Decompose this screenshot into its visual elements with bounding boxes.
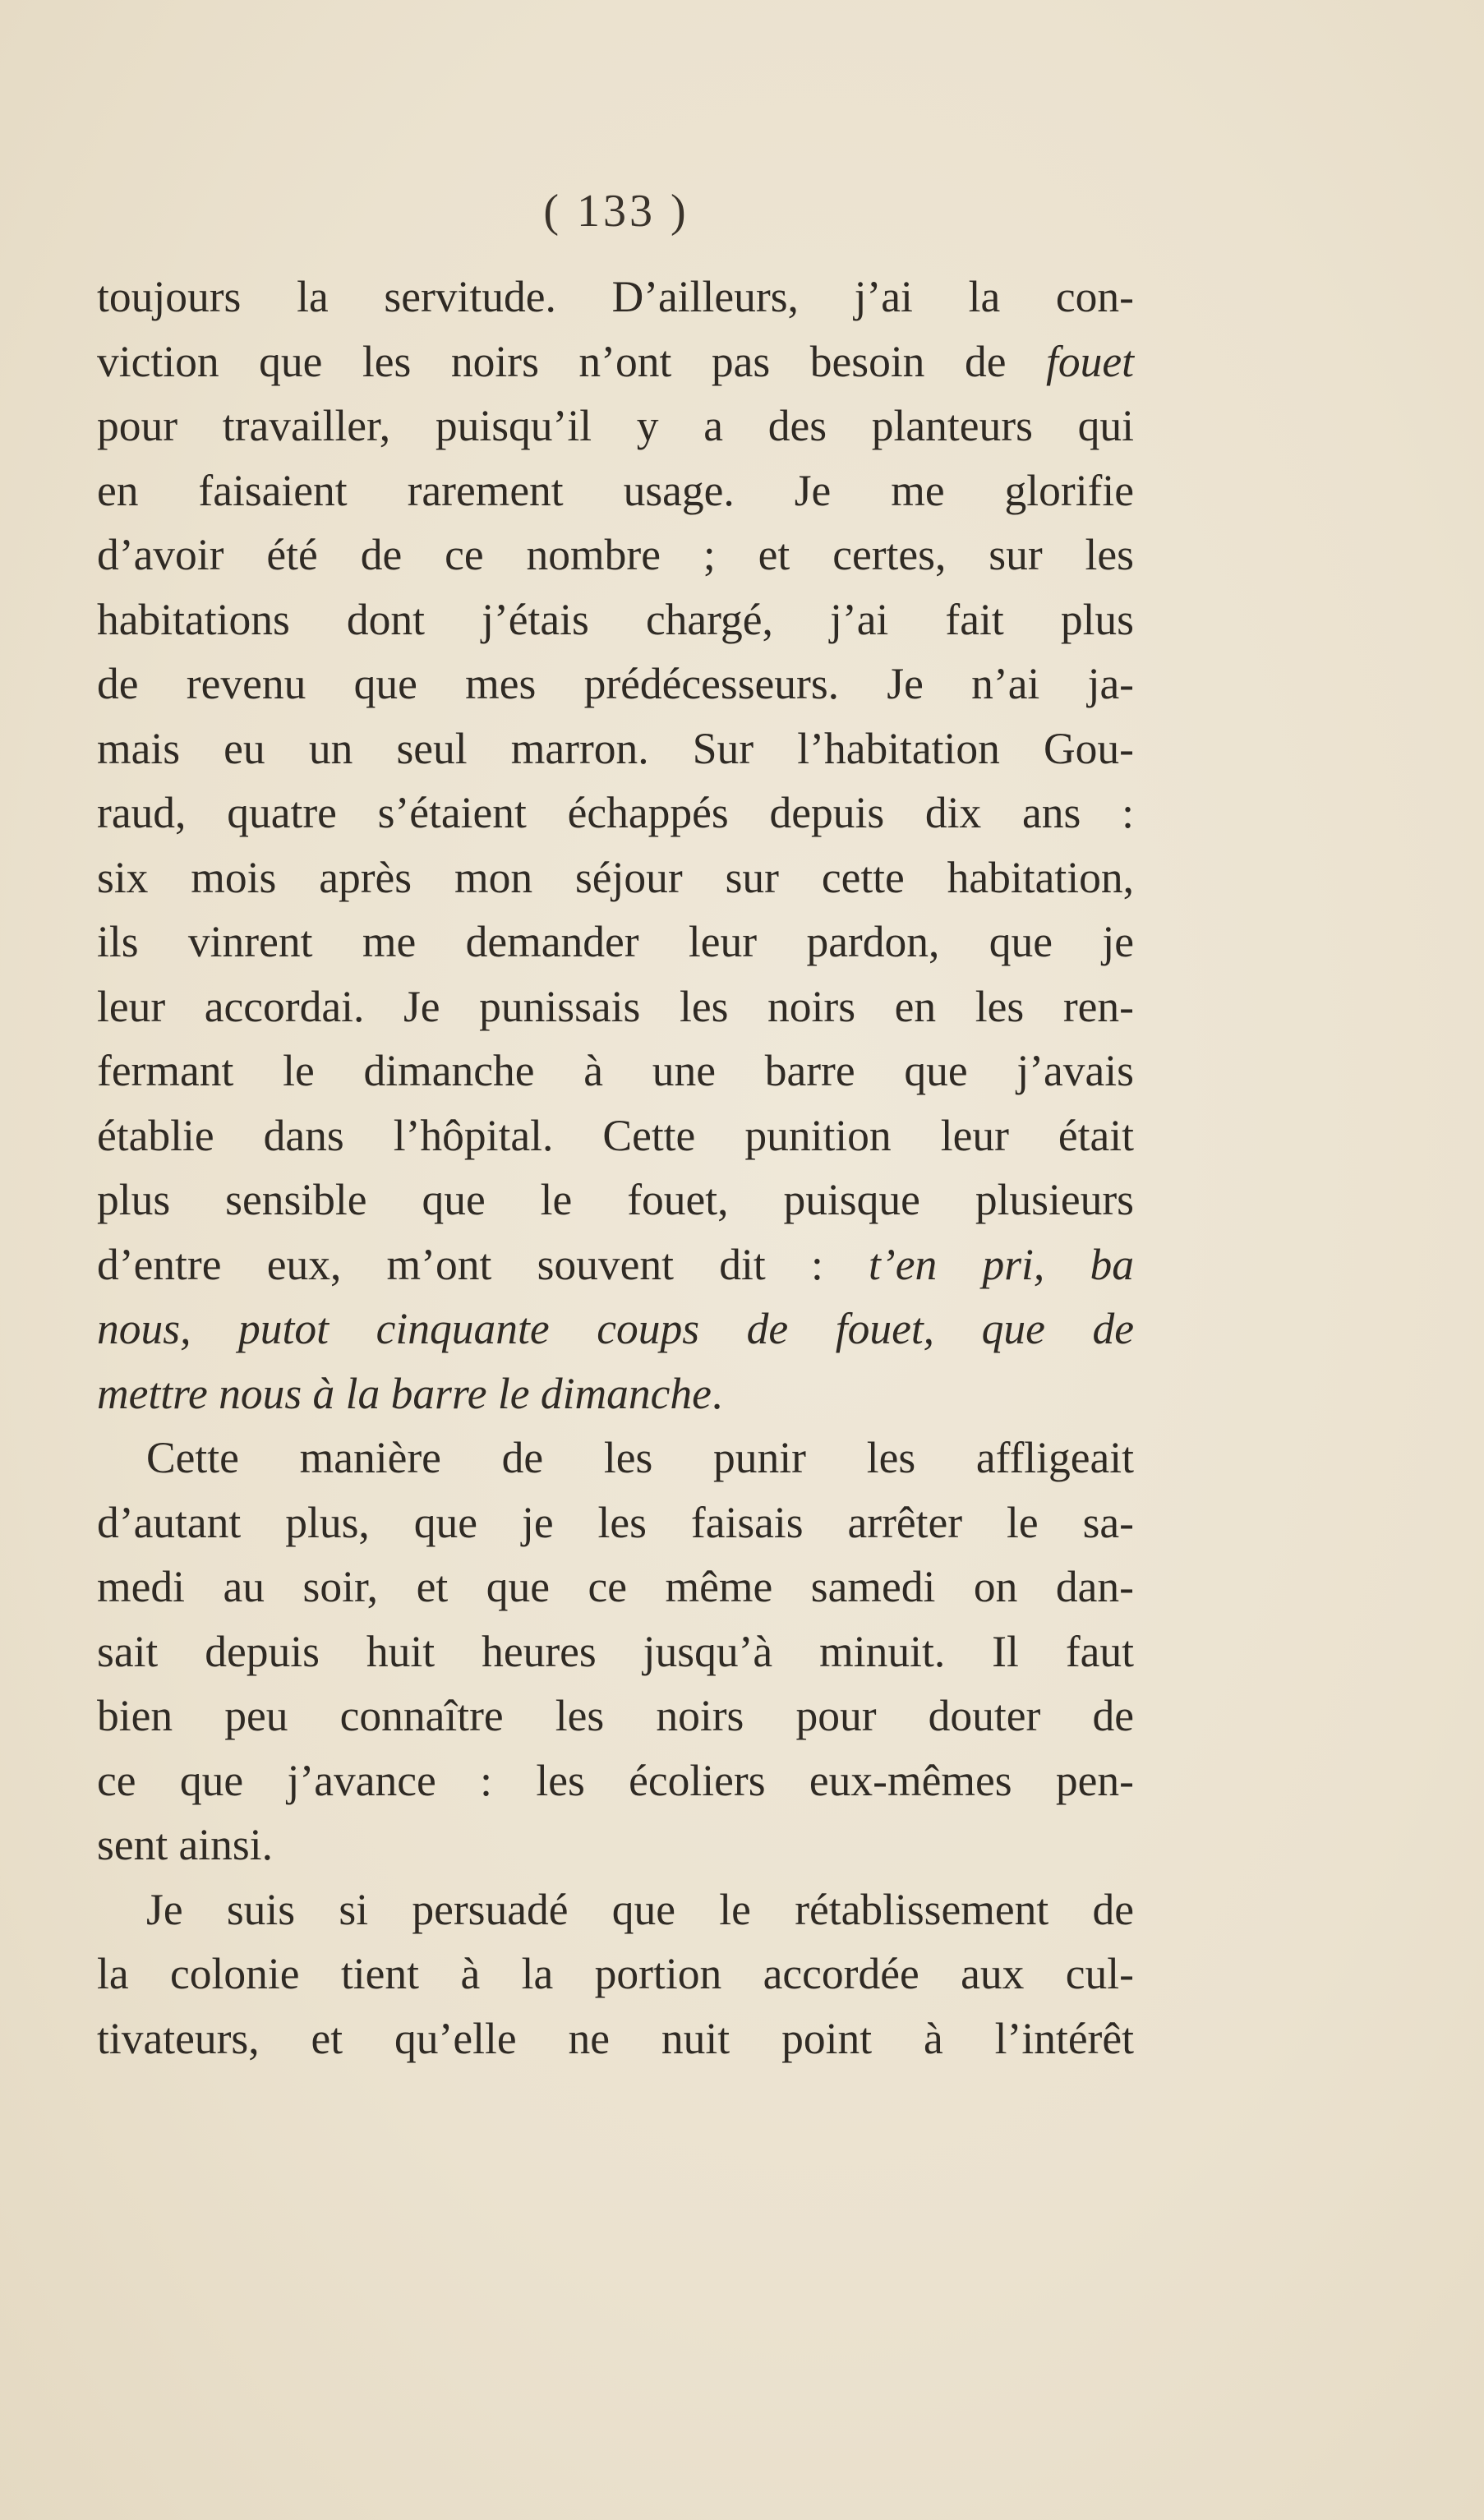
text-line: d’avoir été de ce nombre ; et certes, sur les [97,530,1134,579]
text-line: medi au soir, et que ce même samedi on dan- [97,1562,1134,1611]
text-line: mais eu un seul marron. Sur l’habitation Gou- [97,723,1134,773]
text-line: Je suis si persuadé que le rétablissement de [146,1884,1134,1934]
body-text [97,265,1134,2071]
text-line: ils vinrent me demander leur pardon, que je [97,917,1134,966]
text-line: viction que les noirs n’ont pas besoin de fouet [97,336,1134,386]
text-line: en faisaient rarement usage. Je me glorifie [97,465,1134,515]
text-line: d’autant plus, que je les faisais arrêter le sa- [97,1497,1134,1547]
text-line: habitations dont j’étais chargé, j’ai fait plus [97,594,1134,644]
text-line: fermant le dimanche à une barre que j’avais [97,1046,1134,1095]
text-line: nous, putot cinquante coups de fouet, que de [97,1304,1134,1353]
text-line: établie dans l’hôpital. Cette punition leur était [97,1110,1134,1160]
text-line: tivateurs, et qu’elle ne nuit point à l’intérêt [97,2013,1134,2063]
text-line: d’entre eux, m’ont souvent dit : t’en pri, ba [97,1239,1134,1289]
text-line: sent ainsi. [97,1820,273,1869]
page-number: ( 133 ) [543,186,689,237]
text-line: la colonie tient à la portion accordée aux cul- [97,1949,1134,1998]
text-line: de revenu que mes prédécesseurs. Je n’ai ja- [97,659,1134,708]
text-line: bien peu connaître les noirs pour douter de [97,1691,1134,1740]
text-line: sait depuis huit heures jusqu’à minuit. Il faut [97,1626,1134,1676]
text-line: leur accordai. Je punissais les noirs en les ren- [97,981,1134,1031]
text-line: pour travailler, puisqu’il y a des planteurs qui [97,401,1134,450]
text-line: plus sensible que le fouet, puisque plusieurs [97,1175,1134,1224]
text-line: raud, quatre s’étaient échappés depuis dix ans : [97,788,1134,837]
text-line: mettre nous à la barre le dimanche. [97,1368,723,1418]
text-line: toujours la servitude. D’ailleurs, j’ai la con- [97,272,1134,321]
text-line: ce que j’avance : les écoliers eux-mêmes pen- [97,1755,1134,1805]
text-line: Cette manière de les punir les affligeait [146,1433,1134,1482]
text-line: six mois après mon séjour sur cette habitation, [97,852,1134,902]
